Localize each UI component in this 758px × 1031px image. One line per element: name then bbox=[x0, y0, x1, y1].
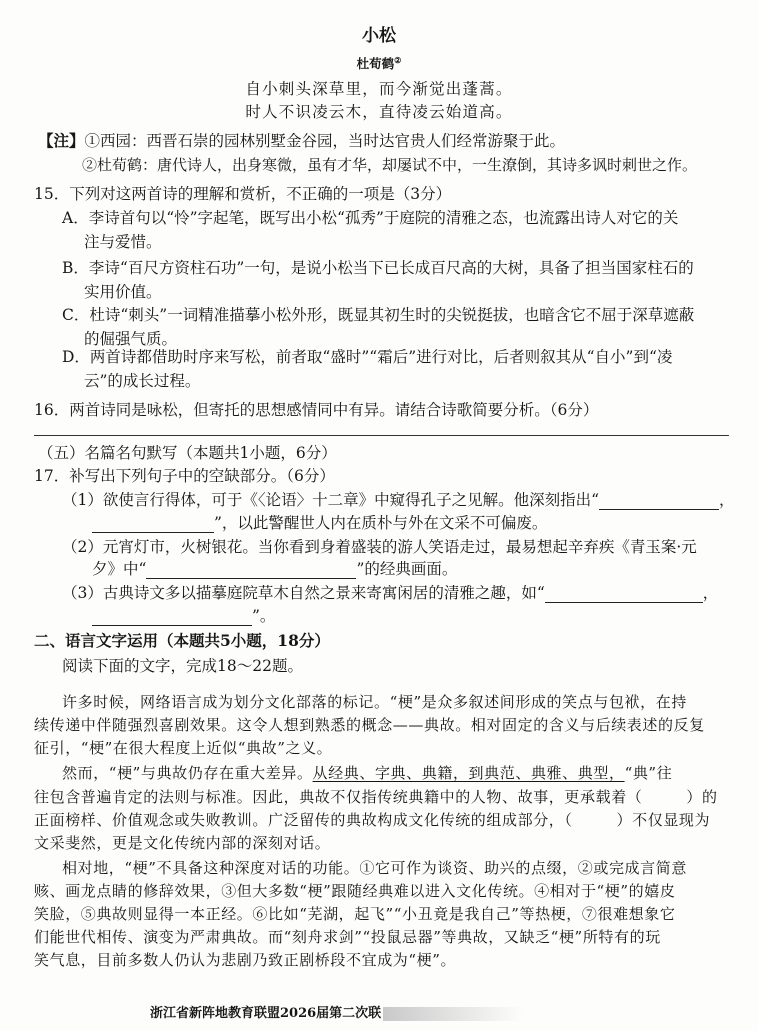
q17-item1-text: （1）欲使言行得体，可于《〈论语〉十二章》中窥得孔子之见解。他深刻指出“ bbox=[62, 491, 600, 509]
section5-heading: （五）名篇名句默写（本题共1小题，6分） bbox=[38, 444, 337, 462]
passage-p2-line1 bbox=[62, 763, 672, 783]
q15-option-b-line2: 实用价值。 bbox=[84, 283, 162, 301]
q17-blank-1[interactable] bbox=[599, 493, 719, 510]
q17-item2-line2 bbox=[92, 559, 457, 579]
passage-p3-line4: 们能世代相传、演变为严肃典故。而“刻舟求剑”“投鼠忌器”等典故，又缺乏“梗”所特有的玩 bbox=[34, 928, 661, 946]
passage-p2-line3-b: ）不仅显现为 bbox=[616, 811, 711, 829]
q15-stem: 15．下列对这两首诗的理解和赏析，不正确的一项是（3分） bbox=[34, 185, 452, 203]
footer-fade bbox=[383, 1007, 523, 1021]
section2-heading: 二、语言文字运用（本题共5小题，18分） bbox=[34, 631, 330, 650]
q16-answer-line[interactable] bbox=[34, 435, 729, 436]
q17-item1-end: ”，以此警醒世人内在质朴与外在文采不可偏废。 bbox=[214, 514, 548, 532]
q15-option-a-line1: A．李诗首句以“怜”字起笔，既写出小松“孤秀”于庭院的清雅之态，也流露出诗人对它的关 bbox=[62, 209, 679, 227]
q17-item2-end: ”的经典画面。 bbox=[356, 560, 458, 578]
q17-item1-line2 bbox=[92, 513, 547, 533]
poem-title: 小松 bbox=[362, 26, 396, 46]
q17-item1-sep: ， bbox=[719, 491, 735, 509]
passage-p2-line1-b: “典”往 bbox=[624, 764, 673, 782]
passage-p3-line5: 笑气息，目前多数人仍认为悲剧乃致正剧桥段不宜成为“梗”。 bbox=[34, 951, 457, 969]
passage-p2-line2 bbox=[34, 787, 718, 807]
passage-p1-line1: 许多时候，网络语言成为划分文化部落的标记。“梗”是众多叙述间形成的笑点与包袱，在持 bbox=[62, 693, 687, 711]
q17-item2-line1: （2）元宵灯市，火树银花。当你看到身着盛装的游人笑语走过，最易想起辛弃疾《青玉案·元 bbox=[62, 538, 697, 556]
q17-blank-2[interactable] bbox=[92, 516, 214, 533]
q17-item1-line1 bbox=[62, 490, 735, 510]
q17-blank-5[interactable] bbox=[92, 609, 252, 626]
q17-item3-sep: ， bbox=[702, 584, 719, 602]
note-1 bbox=[38, 131, 565, 151]
q15-option-a-line2: 注与爱惜。 bbox=[84, 233, 162, 251]
passage-p2-line2-a: 往包含普遍肯定的法则与标准。因此，典故不仅指传统典籍中的人物、故事，更承载着（ bbox=[34, 788, 643, 806]
note-1-text: ①西园：西晋石崇的园林别墅金谷园，当时达官贵人们经常游聚于此。 bbox=[84, 132, 566, 150]
q17-item3-line1 bbox=[62, 583, 718, 603]
q17-item3-end: ”。 bbox=[252, 607, 276, 625]
passage-p3-line1: 相对地，“梗”不具备这种深度对话的功能。①它可作为谈资、助兴的点缀，②或完成言简意 bbox=[62, 859, 687, 877]
author-note-mark: ② bbox=[394, 55, 402, 65]
q16-stem: 16．两首诗同是咏松，但寄托的思想感情同中有异。请结合诗歌简要分析。（6分） bbox=[34, 401, 599, 419]
q15-option-d-line2: 云”的成长过程。 bbox=[84, 372, 201, 390]
note-2: ②杜荀鹤：唐代诗人，出身寒微，虽有才华，却屡试不中，一生潦倒，其诗多讽时刺世之作。 bbox=[82, 156, 698, 174]
passage-p2-line1-a: 然而，“梗”与典故仍存在重大差异。 bbox=[62, 764, 313, 782]
poem-line-2: 时人不识凌云木，直待凌云始道高。 bbox=[245, 103, 513, 121]
passage-p2-line3-a: 正面榜样、价值观念或失败教训。广泛留传的典故构成文化传统的组成部分，（ bbox=[34, 811, 573, 829]
note-label: 【注】 bbox=[38, 131, 85, 150]
q15-option-d-line1: D．两首诗都借助时序来写松，前者取“盛时”“霜后”进行对比，后者则叙其从“自小”到“凌 bbox=[62, 348, 673, 366]
q17-stem: 17．补写出下列句子中的空缺部分。（6分） bbox=[34, 467, 335, 485]
poem-author bbox=[0, 50, 758, 74]
section2-intro: 阅读下面的文字，完成18～22题。 bbox=[62, 657, 303, 675]
q17-item3-line2 bbox=[92, 606, 275, 626]
passage-p3-line2: 赅、画龙点睛的修辞效果，③但大多数“梗”跟随经典难以进入文化传统。④相对于“梗”的嬉皮 bbox=[34, 882, 676, 900]
q17-item3-text: （3）古典诗文多以描摹庭院草木自然之景来寄寓闲居的清雅之趣，如“ bbox=[62, 584, 545, 602]
footer-text: 浙江省新阵地教育联盟2026届第二次联 bbox=[150, 1006, 382, 1021]
q17-item2-text: 夕》中“ bbox=[92, 560, 147, 578]
q15-option-b-line1: B．李诗“百尺方资柱石功”一句，是说小松当下已长成百尺高的大树，具备了担当国家柱石的 bbox=[62, 259, 694, 277]
passage-p2-line3 bbox=[34, 810, 710, 830]
page-footer bbox=[150, 1004, 523, 1024]
passage-p2-line4: 文采斐然，更是文化传统内部的深刻对话。 bbox=[34, 834, 331, 852]
passage-underlined-phrase: 从经典、字典、典籍，到典范、典雅、典型， bbox=[312, 764, 625, 782]
author-name: 杜荀鹤 bbox=[356, 56, 395, 72]
q15-option-c-line2: 的倔强气质。 bbox=[84, 330, 178, 348]
q17-blank-3[interactable] bbox=[146, 562, 356, 579]
poem-line-1: 自小刺头深草里，而今渐觉出蓬蒿。 bbox=[245, 80, 513, 98]
passage-p1-line2: 续传递中伴随强烈喜剧效果。这令人想到熟悉的概念——典故。相对固定的含义与后续表述的反复 bbox=[34, 716, 705, 734]
passage-p1-line3: 征引，“梗”在很大程度上近似“典故”之义。 bbox=[34, 739, 333, 757]
passage-p2-line2-b: ）的 bbox=[686, 788, 718, 806]
q17-blank-4[interactable] bbox=[545, 586, 703, 603]
passage-p3-line3: 笑脸，⑤典故则显得一本正经。⑥比如“芜湖，起飞”“小丑竟是我自己”等热梗，⑦很难想象它 bbox=[34, 905, 676, 923]
q15-option-c-line1: C．杜诗“刺头”一词精准描摹小松外形，既显其初生时的尖锐挺拔，也暗含它不屈于深草遮蔽 bbox=[62, 306, 695, 324]
